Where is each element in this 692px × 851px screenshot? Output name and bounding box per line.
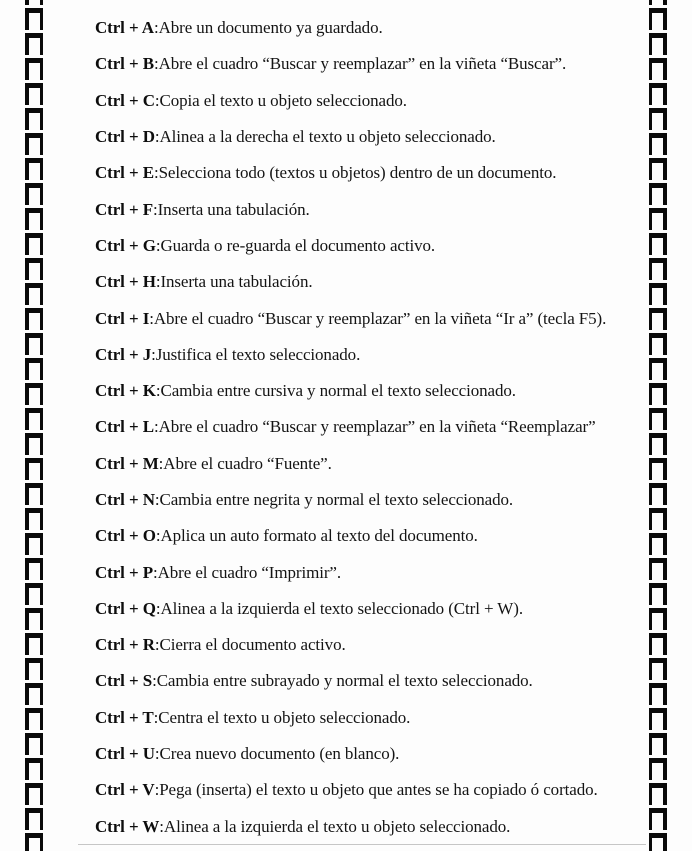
shortcut-description: Justifica el texto seleccionado. (155, 344, 361, 364)
shortcut-keys: Ctrl + I (95, 308, 150, 328)
shortcut-line (95, 809, 652, 845)
shortcut-line (95, 119, 652, 155)
shortcut-separator: : (152, 199, 158, 219)
shortcut-description: Abre un documento ya guardado. (158, 18, 383, 38)
shortcut-separator: : (153, 163, 159, 183)
shortcut-separator: : (151, 344, 156, 364)
shortcut-line (95, 373, 652, 409)
shortcut-description: Abre el cuadro “Buscar y reemplazar” en la viñeta “Buscar”. (158, 54, 567, 74)
shortcut-separator: : (153, 18, 159, 38)
shortcut-line (95, 736, 652, 772)
shortcut-description: Alinea a la izquierda el texto seleccionado (Ctrl + W). (160, 598, 523, 618)
shortcut-description: Guarda o re-guarda el documento activo. (160, 235, 436, 255)
shortcut-line (95, 46, 652, 82)
shortcut-line (95, 264, 652, 300)
shortcut-description: Abre el cuadro “Buscar y reemplazar” en la viñeta “Reemplazar” (158, 417, 596, 437)
shortcut-line (95, 482, 652, 518)
shortcut-description: Alinea a la izquierda el texto u objeto seleccionado. (163, 816, 511, 836)
shortcut-description: Abre el cuadro “Buscar y reemplazar” en la viñeta “Ir a” (tecla F5). (153, 308, 607, 328)
shortcut-line (95, 83, 652, 119)
left-film-strip-border (25, 0, 43, 851)
shortcut-separator: : (159, 816, 164, 836)
shortcut-line (95, 10, 652, 46)
shortcut-description: Crea nuevo documento (en blanco). (159, 744, 400, 764)
shortcut-separator: : (158, 453, 164, 473)
shortcut-description: Cambia entre cursiva y normal el texto seleccionado. (160, 381, 516, 401)
shortcut-separator: : (154, 744, 160, 764)
shortcut-keys: Ctrl + K (95, 381, 156, 401)
shortcut-keys: Ctrl + E (95, 163, 154, 183)
shortcut-line (95, 446, 652, 482)
shortcut-keys: Ctrl + U (95, 744, 155, 764)
shortcut-separator: : (154, 490, 160, 509)
shortcut-keys: Ctrl + G (95, 235, 156, 255)
shortcut-separator: : (154, 90, 160, 110)
shortcut-line (95, 700, 652, 736)
shortcut-line (95, 337, 652, 373)
shortcut-keys: Ctrl + A (95, 18, 154, 38)
shortcut-keys: Ctrl + D (95, 127, 155, 147)
shortcut-description: Cierra el documento activo. (159, 635, 346, 655)
shortcut-separator: : (155, 272, 161, 292)
shortcut-keys: Ctrl + H (95, 272, 156, 292)
shortcut-keys: Ctrl + J (95, 344, 152, 364)
shortcut-keys: Ctrl + M (95, 453, 159, 473)
shortcut-separator: : (155, 526, 161, 546)
shortcut-list (95, 10, 652, 845)
shortcut-keys: Ctrl + W (95, 816, 160, 836)
shortcut-description: Cambia entre subrayado y normal el texto seleccionado. (156, 671, 533, 691)
shortcut-keys: Ctrl + N (95, 490, 155, 509)
shortcut-line (95, 663, 652, 699)
shortcut-keys: Ctrl + R (95, 635, 155, 655)
shortcut-separator: : (153, 54, 159, 74)
shortcut-line (95, 300, 652, 336)
bottom-page-rule (78, 844, 646, 845)
shortcut-line (95, 409, 652, 445)
shortcut-keys: Ctrl + S (95, 671, 153, 691)
shortcut-separator: : (155, 598, 161, 618)
shortcut-keys: Ctrl + L (95, 417, 154, 437)
shortcut-description: Abre el cuadro “Fuente”. (163, 453, 332, 473)
shortcut-keys: Ctrl + O (95, 526, 156, 546)
shortcut-line (95, 627, 652, 663)
shortcut-line (95, 191, 652, 227)
shortcut-description: Centra el texto u objeto seleccionado. (158, 707, 411, 727)
shortcut-separator: : (149, 308, 154, 328)
shortcut-line (95, 772, 652, 808)
shortcut-line (95, 228, 652, 264)
shortcut-separator: : (153, 707, 159, 727)
shortcut-description: Abre el cuadro “Imprimir”. (157, 562, 341, 582)
shortcut-line (95, 155, 652, 191)
shortcut-description: Copia el texto u objeto seleccionado. (159, 90, 407, 110)
shortcut-separator: : (154, 780, 160, 800)
shortcut-keys: Ctrl + Q (95, 598, 156, 618)
shortcut-description: Aplica un auto formato al texto del documento. (160, 526, 478, 546)
shortcut-keys: Ctrl + F (95, 199, 153, 219)
shortcut-description: Inserta una tabulación. (157, 199, 310, 219)
shortcut-separator: : (154, 127, 160, 147)
shortcut-description: Selecciona todo (textos u objetos) dentro de un documento. (158, 163, 557, 183)
shortcut-separator: : (152, 562, 158, 582)
shortcut-keys: Ctrl + B (95, 54, 154, 74)
shortcut-line (95, 591, 652, 627)
shortcut-description: Alinea a la derecha el texto u objeto seleccionado. (159, 127, 496, 147)
shortcut-line (95, 518, 652, 554)
shortcut-description: Cambia entre negrita y normal el texto seleccionado. (159, 490, 514, 509)
shortcut-separator: : (155, 381, 161, 401)
shortcut-line (95, 554, 652, 590)
shortcut-separator: : (155, 235, 161, 255)
shortcut-keys: Ctrl + T (95, 707, 154, 727)
shortcut-description: Pega (inserta) el texto u objeto que antes se ha copiado ó cortado. (159, 780, 598, 800)
shortcut-keys: Ctrl + P (95, 562, 153, 582)
shortcut-keys: Ctrl + C (95, 90, 155, 110)
shortcut-separator: : (152, 671, 157, 691)
shortcut-description: Inserta una tabulación. (160, 272, 313, 292)
shortcut-separator: : (154, 635, 160, 655)
shortcut-keys: Ctrl + V (95, 780, 155, 800)
shortcut-separator: : (153, 417, 159, 437)
